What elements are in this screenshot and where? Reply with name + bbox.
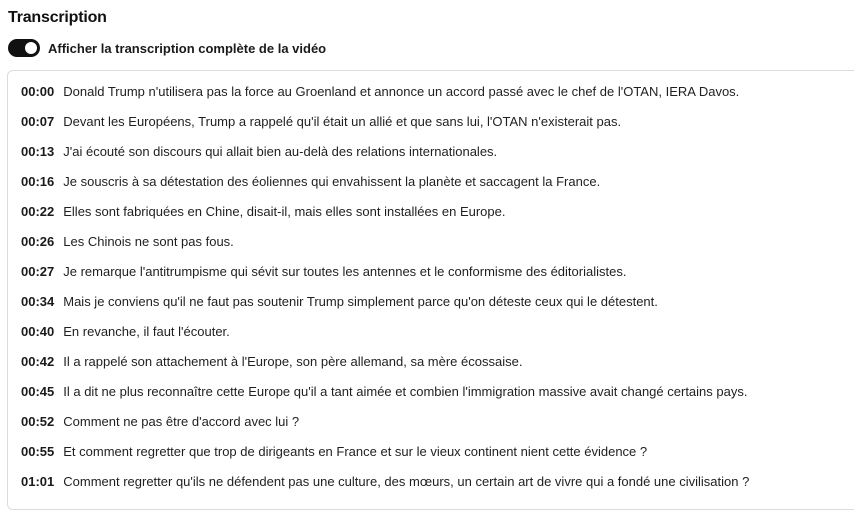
full-transcript-toggle[interactable] [8,39,40,57]
timestamp-link[interactable]: 00:40 [21,323,55,339]
timestamp-link[interactable]: 00:42 [21,353,55,369]
transcript-text: Je remarque l'antitrumpisme qui sévit sur toutes les antennes et le conformisme des éditorialistes. [63,263,627,279]
timestamp-link[interactable]: 00:07 [21,113,55,129]
timestamp-link[interactable]: 00:16 [21,173,55,189]
transcript-line [21,441,647,461]
timestamp-link[interactable]: 00:00 [21,83,55,99]
transcript-line [21,291,658,311]
transcript-text: Il a dit ne plus reconnaître cette Europe qu'il a tant aimée et combien l'immigration massive avait changé certains pays. [63,383,748,399]
transcript-line [21,111,621,131]
transcript-text: En revanche, il faut l'écouter. [63,323,230,339]
timestamp-link[interactable]: 00:26 [21,233,55,249]
full-transcript-toggle-label: Afficher la transcription complète de la vidéo [48,40,327,56]
transcript-line [21,81,739,101]
transcript-line [21,351,522,371]
transcript-line [21,471,749,491]
timestamp-link[interactable]: 00:52 [21,413,55,429]
transcript-panel [7,70,854,510]
transcript-text: Elles sont fabriquées en Chine, disait-il, mais elles sont installées en Europe. [63,203,506,219]
transcript-line [21,381,747,401]
transcript-line [21,411,299,431]
transcript-line [21,141,497,161]
full-transcript-toggle-row [8,38,326,58]
transcript-text: Devant les Européens, Trump a rappelé qu'il était un allié et que sans lui, l'OTAN n'existerait pas. [63,113,622,129]
transcript-line [21,261,626,281]
transcript-text: Il a rappelé son attachement à l'Europe, son père allemand, sa mère écossaise. [63,353,523,369]
transcript-text: Mais je conviens qu'il ne faut pas soutenir Trump simplement parce qu'on déteste ceux qui le détestent. [63,293,658,309]
transcript-text: Je souscris à sa détestation des éoliennes qui envahissent la planète et saccagent la France. [63,173,601,189]
transcript-text: Et comment regretter que trop de dirigeants en France et sur le vieux continent nient cette évidence ? [63,443,648,459]
transcript-text: J'ai écouté son discours qui allait bien au-delà des relations internationales. [63,143,498,159]
toggle-knob [25,42,37,54]
transcript-line [21,321,230,341]
transcript-text: Donald Trump n'utilisera pas la force au Groenland et annonce un accord passé avec le chef de l'OTAN, IERA Davos. [63,83,740,99]
timestamp-link[interactable]: 01:01 [21,473,55,489]
transcript-text: Les Chinois ne sont pas fous. [63,233,234,249]
timestamp-link[interactable]: 00:27 [21,263,55,279]
transcript-line [21,231,234,251]
transcript-text: Comment ne pas être d'accord avec lui ? [63,413,300,429]
timestamp-link[interactable]: 00:45 [21,383,55,399]
timestamp-link[interactable]: 00:55 [21,443,55,459]
transcript-text: Comment regretter qu'ils ne défendent pas une culture, des mœurs, un certain art de vivre qui a fondé une civilisation ? [63,473,750,489]
transcript-line [21,171,600,191]
timestamp-link[interactable]: 00:34 [21,293,55,309]
timestamp-link[interactable]: 00:22 [21,203,55,219]
timestamp-link[interactable]: 00:13 [21,143,55,159]
transcription-heading: Transcription [8,9,107,26]
transcript-line [21,201,506,221]
